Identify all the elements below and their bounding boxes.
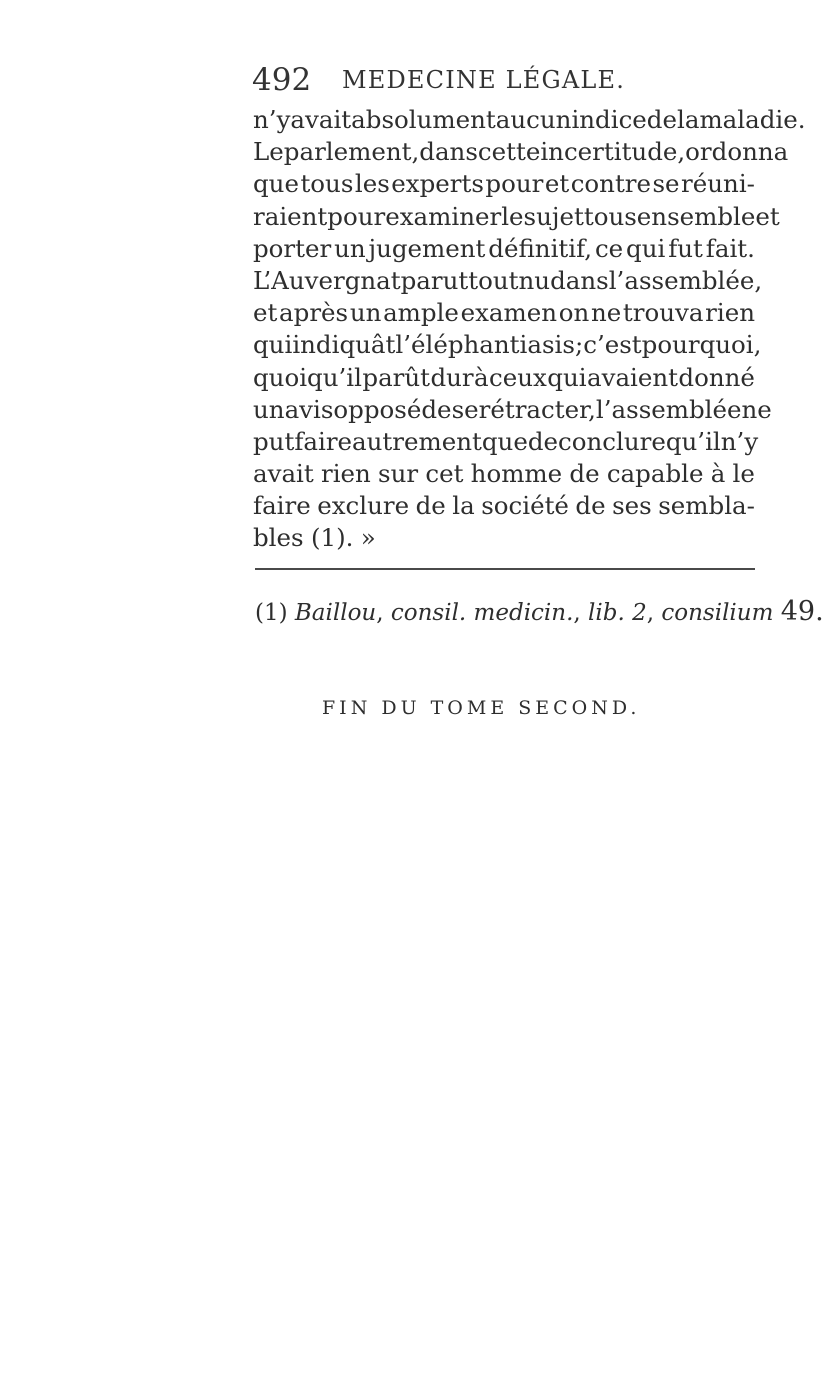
word: ne bbox=[741, 394, 772, 424]
footnote-work: consil. medicin. bbox=[390, 600, 574, 626]
word: jugement bbox=[368, 233, 486, 263]
word: parût bbox=[362, 362, 431, 392]
word: absolument bbox=[351, 105, 496, 134]
word: examiner bbox=[385, 201, 502, 231]
word: » bbox=[360, 523, 376, 553]
word: un bbox=[334, 233, 366, 263]
word: homme bbox=[470, 459, 563, 489]
word: ordonna bbox=[685, 137, 789, 167]
word: pour bbox=[327, 201, 386, 231]
word: incertitude, bbox=[540, 137, 686, 167]
word: rien bbox=[705, 298, 755, 328]
word: dans bbox=[550, 265, 609, 295]
word: l’assemblée, bbox=[608, 265, 763, 295]
word: ceux bbox=[489, 362, 547, 392]
word: la bbox=[676, 105, 700, 134]
word: l’éléphantiasis bbox=[395, 330, 575, 360]
word: capable bbox=[606, 459, 704, 489]
footnote-book: lib. 2 bbox=[588, 600, 647, 626]
page-number: 492 bbox=[252, 62, 312, 98]
text-line bbox=[253, 136, 789, 168]
word: ensemble bbox=[636, 201, 756, 231]
word: de bbox=[646, 105, 677, 134]
word: put bbox=[253, 426, 295, 456]
word: donné bbox=[678, 362, 755, 392]
word: ne bbox=[590, 298, 622, 328]
word: de bbox=[569, 459, 600, 489]
footnote-author: Baillou bbox=[294, 600, 377, 626]
text-line bbox=[253, 168, 755, 200]
word: parlement, bbox=[283, 137, 420, 167]
footnote: (1) Baillou, consil. medicin., lib. 2, consilium 49. bbox=[255, 596, 824, 627]
word: pour bbox=[485, 169, 544, 199]
word: conclure bbox=[558, 426, 666, 456]
word: rien bbox=[320, 459, 371, 489]
word: indiquât bbox=[292, 330, 396, 360]
word: avis bbox=[284, 394, 334, 424]
word: quoiqu’il bbox=[253, 362, 362, 392]
word: un bbox=[349, 298, 382, 328]
word: c’est bbox=[583, 330, 642, 360]
word: qui bbox=[253, 330, 293, 360]
word: sembla- bbox=[658, 491, 755, 521]
word: société bbox=[481, 491, 569, 521]
word: de bbox=[575, 491, 606, 521]
word: cet bbox=[425, 459, 464, 489]
footnote-marker: (1) bbox=[255, 600, 288, 626]
word: dans bbox=[419, 137, 478, 167]
body-text bbox=[253, 104, 806, 555]
word: L’Auvergnat bbox=[253, 265, 401, 295]
text-line bbox=[253, 362, 755, 394]
text-line bbox=[253, 265, 763, 297]
word: maladie. bbox=[699, 105, 806, 134]
word: se bbox=[652, 169, 680, 199]
word: faire bbox=[253, 491, 311, 521]
footnote-section: consilium bbox=[661, 600, 774, 626]
word: et bbox=[755, 201, 780, 231]
word: ce bbox=[594, 233, 624, 263]
word: n’y bbox=[720, 426, 759, 456]
word: définitif, bbox=[488, 233, 593, 263]
word: ses bbox=[612, 491, 652, 521]
word: porter bbox=[253, 233, 332, 263]
word: aucun bbox=[495, 105, 572, 134]
text-line bbox=[253, 458, 755, 490]
word: pourquoi, bbox=[641, 330, 762, 360]
text-line bbox=[253, 426, 759, 458]
word: de bbox=[527, 426, 559, 456]
word: examen bbox=[460, 298, 558, 328]
word: avait bbox=[290, 105, 352, 134]
word: l’assemblée bbox=[595, 394, 742, 424]
word: trouva bbox=[622, 298, 704, 328]
page-header bbox=[252, 62, 792, 102]
text-line bbox=[253, 490, 755, 522]
word: de bbox=[415, 491, 446, 521]
word: tous bbox=[300, 169, 354, 199]
word: que bbox=[481, 426, 528, 456]
text-line bbox=[253, 233, 755, 265]
word: se bbox=[451, 394, 479, 424]
word: tous bbox=[583, 201, 637, 231]
footnote-number: 49. bbox=[780, 596, 824, 627]
word: à bbox=[710, 459, 726, 489]
word: le bbox=[732, 459, 755, 489]
word: réuni- bbox=[681, 169, 755, 199]
word: la bbox=[452, 491, 475, 521]
word: (1). bbox=[310, 523, 354, 553]
running-title: MEDECINE LÉGALE. bbox=[342, 66, 626, 94]
word: parut bbox=[400, 265, 469, 295]
word: autrement bbox=[352, 426, 482, 456]
word: experts bbox=[391, 169, 484, 199]
word: avaient bbox=[587, 362, 679, 392]
word: qui bbox=[547, 362, 587, 392]
word: Le bbox=[253, 137, 284, 167]
word: sujet bbox=[523, 201, 584, 231]
word: ample bbox=[383, 298, 459, 328]
word: contre bbox=[570, 169, 651, 199]
text-line bbox=[253, 329, 762, 361]
word: cette bbox=[477, 137, 541, 167]
word: bles bbox=[253, 523, 304, 553]
word: le bbox=[501, 201, 524, 231]
word: et bbox=[253, 298, 278, 328]
word: de bbox=[421, 394, 452, 424]
word: et bbox=[544, 169, 570, 199]
word: que bbox=[253, 169, 299, 199]
text-line bbox=[253, 201, 780, 233]
word: qu’il bbox=[665, 426, 721, 456]
word: opposé bbox=[333, 394, 422, 424]
text-line bbox=[253, 522, 755, 554]
word: raient bbox=[253, 201, 328, 231]
word: sur bbox=[378, 459, 419, 489]
word: rétracter, bbox=[478, 394, 596, 424]
word: à bbox=[474, 362, 489, 392]
word: indice bbox=[571, 105, 647, 134]
word: nu bbox=[518, 265, 551, 295]
word: avait bbox=[253, 459, 314, 489]
word: ; bbox=[574, 330, 584, 360]
word: exclure bbox=[317, 491, 410, 521]
word: fut bbox=[668, 233, 703, 263]
word: après bbox=[279, 298, 349, 328]
word: fait. bbox=[705, 233, 755, 263]
word: on bbox=[558, 298, 590, 328]
word: tout bbox=[468, 265, 519, 295]
word: dur bbox=[430, 362, 474, 392]
text-line bbox=[253, 104, 806, 136]
word: n’y bbox=[253, 105, 291, 134]
footnote-divider bbox=[255, 568, 755, 570]
text-line bbox=[253, 394, 772, 426]
end-of-volume: FIN DU TOME SECOND. bbox=[322, 697, 641, 719]
text-line bbox=[253, 297, 755, 329]
word: un bbox=[253, 394, 285, 424]
word: qui bbox=[626, 233, 666, 263]
word: faire bbox=[294, 426, 353, 456]
word: les bbox=[354, 169, 390, 199]
